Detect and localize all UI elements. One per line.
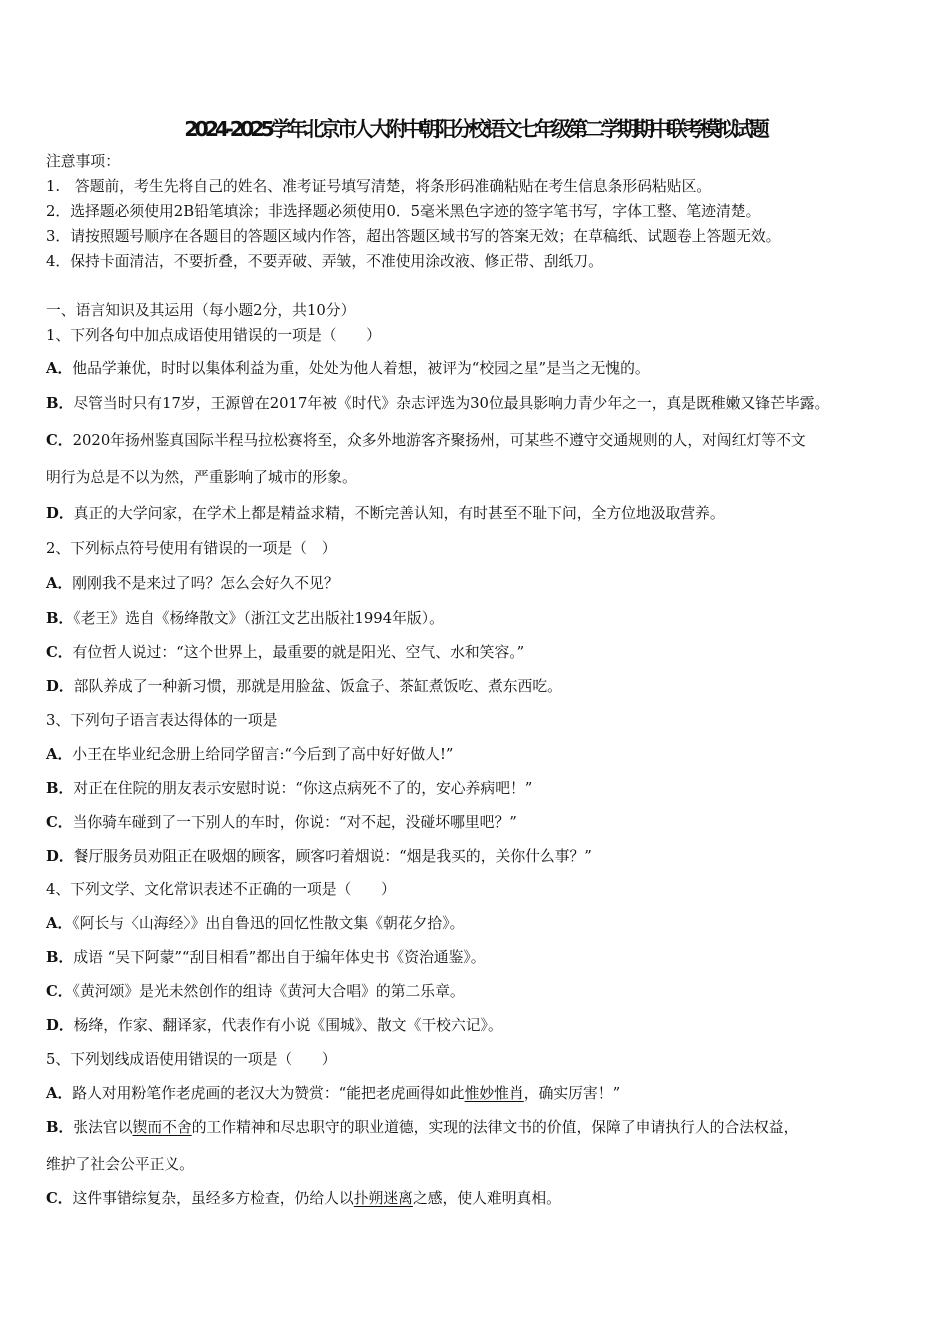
question-1-option-b [46, 394, 829, 414]
option-text: 有位哲人说过：“这个世界上，最重要的就是阳光、空气、水和笑容。” [72, 644, 525, 661]
notice-item-2: 2．选择题必须使用2B铅笔填涂；非选择题必须使用0．5毫米黑色字迹的签字笔书写，字体工整、笔迹清楚。 [46, 203, 761, 220]
option-text: 2020年扬州鉴真国际半程马拉松赛将至，众多外地游客齐聚扬州，可某些不遵守交通规则的人，对闯红灯等不文 [72, 432, 806, 449]
option-label: C． [46, 814, 73, 831]
question-1-option-c-continued: 明行为总是不以为然，严重影响了城市的形象。 [46, 469, 357, 486]
option-label: A． [46, 575, 73, 592]
option-label: C． [46, 644, 73, 661]
option-label: D． [46, 848, 74, 865]
option-label: D． [46, 678, 74, 695]
option-text: 餐厅服务员劝阻正在吸烟的顾客，顾客叼着烟说：“烟是我买的，关你什么事？” [73, 848, 592, 865]
option-text-end: 的工作精神和尽忠职守的职业道德，实现的法律文书的价值，保障了申请执行人的合法权益， [191, 1119, 799, 1136]
option-label: D． [46, 505, 74, 522]
option-text: 杨绛，作家、翻译家，代表作有小说《围城》、散文《干校六记》。 [73, 1017, 503, 1034]
question-2-option-a [46, 574, 339, 594]
option-label: C． [46, 983, 73, 1000]
option-label: D． [46, 1017, 74, 1034]
option-label: B． [46, 610, 74, 627]
option-text: 刚刚我不是来过了吗？怎么会好久不见？ [72, 575, 339, 592]
question-2-stem: 2、下列标点符号使用有错误的一项是（ ） [46, 540, 337, 557]
option-text: 尽管当时只有17岁，王源曾在2017年被《时代》杂志评选为30位最具影响力青少年之一，真是既稚嫩又锋芒毕露。 [73, 395, 830, 412]
question-4-option-c [46, 982, 465, 1002]
question-1-stem: 1、下列各句中加点成语使用错误的一项是（ ） [46, 327, 381, 344]
option-text: 张法官以 [73, 1119, 133, 1136]
question-2-option-c [46, 643, 524, 663]
question-3-stem: 3、下列句子语言表达得体的一项是 [46, 712, 278, 729]
option-label: A． [46, 915, 73, 932]
exam-title: 2024-2025学年北京市人大附中朝阳分校语文七年级第二学期期中联考模拟试题 [184, 117, 766, 141]
option-text: 《老王》选自《杨绛散文》（浙江文艺出版社1994年版）。 [73, 610, 444, 627]
option-text: 小王在毕业纪念册上给同学留言:“今后到了高中好好做人!” [72, 746, 454, 763]
question-5-stem: 5、下列划线成语使用错误的一项是（ ） [46, 1051, 337, 1068]
question-5-option-b-continued: 维护了社会公平正义。 [46, 1156, 194, 1173]
option-label: B． [46, 949, 74, 966]
question-3-option-c [46, 813, 517, 833]
option-text: 《阿长与〈山海经〉》出自鲁迅的回忆性散文集《朝花夕拾》。 [72, 915, 465, 932]
question-2-option-d [46, 677, 562, 697]
question-4-stem: 4、下列文学、文化常识表述不正确的一项是（ ） [46, 881, 396, 898]
option-text-end: ，确实厉害！” [523, 1085, 621, 1102]
question-3-option-a [46, 745, 453, 765]
question-4-option-a [46, 914, 464, 934]
option-text: 这件事错综复杂，虽经多方检查，仍给人以 [72, 1190, 354, 1207]
question-5-option-b [46, 1118, 798, 1138]
underlined-idiom: 锲而不舍 [132, 1119, 192, 1136]
question-5-option-c [46, 1189, 561, 1209]
notice-item-1: 1. 答题前，考生先将自己的姓名、准考证号填写清楚，将条形码准确粘贴在考生信息条形码粘贴区。 [46, 178, 712, 195]
question-4-option-b [46, 948, 486, 968]
question-3-option-d [46, 847, 592, 867]
question-4-option-d [46, 1016, 503, 1036]
option-text: 当你骑车碰到了一下别人的车时，你说：“对不起，没碰坏哪里吧？” [72, 814, 517, 831]
question-5-option-a [46, 1084, 620, 1104]
option-label: C． [46, 1190, 73, 1207]
option-label: A． [46, 360, 73, 377]
question-1-option-d [46, 504, 725, 524]
question-3-option-b [46, 779, 532, 799]
option-text: 真正的大学问家，在学术上都是精益求精，不断完善认知，有时甚至不耻下问，全方位地汲取营养。 [73, 505, 725, 522]
option-label: A． [46, 746, 73, 763]
option-text-end: 之感，使人难明真相。 [412, 1190, 561, 1207]
question-1-option-a [46, 359, 650, 379]
notice-heading: 注意事项： [46, 153, 120, 170]
option-label: B． [46, 780, 74, 797]
option-label: B． [46, 1119, 74, 1136]
option-text: 部队养成了一种新习惯，那就是用脸盆、饭盒子、茶缸煮饭吃、煮东西吃。 [73, 678, 562, 695]
question-1-option-c [46, 431, 806, 451]
option-text: 他品学兼优，时时以集体利益为重，处处为他人着想，被评为“校园之星”是当之无愧的。 [72, 360, 650, 377]
option-label: A． [46, 1085, 73, 1102]
underlined-idiom: 惟妙惟肖 [464, 1085, 524, 1102]
option-text: 对正在住院的朋友表示安慰时说：“你这点病死不了的，安心养病吧！” [73, 780, 533, 797]
question-2-option-b [46, 609, 444, 629]
option-text: 成语 “吴下阿蒙”“刮目相看”都出自于编年体史书《资治通鉴》。 [73, 949, 486, 966]
option-label: C． [46, 432, 73, 449]
option-text: 《黄河颂》是光未然创作的组诗《黄河大合唱》的第二乐章。 [72, 983, 465, 1000]
option-text: 路人对用粉笔作老虎画的老汉大为赞赏：“能把老虎画得如此 [72, 1085, 465, 1102]
option-label: B． [46, 395, 74, 412]
notice-item-3: 3．请按照题号顺序在各题目的答题区域内作答，超出答题区域书写的答案无效；在草稿纸、试题卷上答题无效。 [46, 228, 781, 245]
section-heading: 一、语言知识及其运用（每小题2分，共10分） [46, 302, 356, 319]
notice-item-4: 4．保持卡面清洁，不要折叠，不要弄破、弄皱，不准使用涂改液、修正带、刮纸刀。 [46, 253, 603, 270]
underlined-idiom: 扑朔迷离 [353, 1190, 413, 1207]
